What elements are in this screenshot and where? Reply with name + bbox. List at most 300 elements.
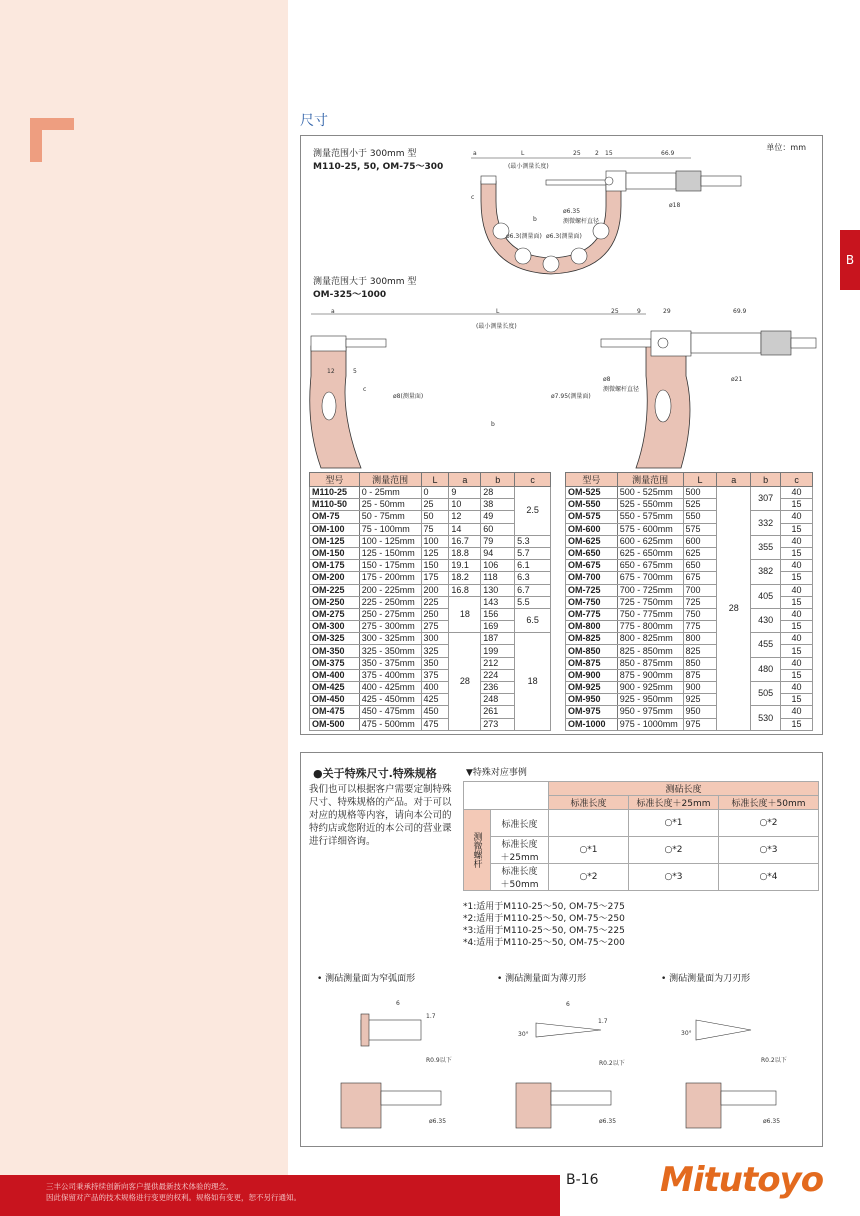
cell-model: OM-900 xyxy=(566,669,618,681)
narrow-dim-r: R0.9以下 xyxy=(426,1057,452,1064)
small-micrometer-drawing xyxy=(451,146,751,281)
cell-range: 725 - 750mm xyxy=(617,596,683,608)
cell-c: 15 xyxy=(781,523,813,535)
cell-b: 212 xyxy=(481,657,515,669)
note-4: *4:适用于M110-25～50, OM-75～200 xyxy=(463,938,625,948)
table-row xyxy=(310,547,551,559)
cell-b-merged: 355 xyxy=(751,535,781,559)
cell-range: 550 - 575mm xyxy=(617,511,683,523)
knife-dim-deg: 30° xyxy=(681,1030,692,1037)
cell-L: 975 xyxy=(683,718,717,730)
case-cell: ○*2 xyxy=(629,837,719,864)
cell-a: 19.1 xyxy=(449,560,481,572)
cell-L: 825 xyxy=(683,645,717,657)
col-header-a: a xyxy=(449,473,481,487)
cell-range: 750 - 775mm xyxy=(617,608,683,620)
case-cell: ○*1 xyxy=(549,837,629,864)
cell-c-merged: 18 xyxy=(515,633,551,731)
cell-model: OM-575 xyxy=(566,511,618,523)
cell-range: 400 - 425mm xyxy=(359,682,421,694)
large-dim-25: 25 xyxy=(611,308,619,315)
small-dim-a: a xyxy=(473,150,477,157)
cell-model: OM-875 xyxy=(566,657,618,669)
small-dim-spindle: 测微螺杆直径 xyxy=(563,218,600,225)
cell-model: OM-600 xyxy=(566,523,618,535)
thin-dim-deg: 30° xyxy=(518,1031,529,1038)
table-row xyxy=(310,633,551,645)
cell-c: 15 xyxy=(781,547,813,559)
cell-model: OM-450 xyxy=(310,694,360,706)
cell-c-merged: 6.5 xyxy=(515,608,551,632)
cell-a: 18.8 xyxy=(449,547,481,559)
cell-model: OM-250 xyxy=(310,596,360,608)
large-dim-b: b xyxy=(491,421,495,428)
note-3: *3:适用于M110-25～50, OM-75～225 xyxy=(463,926,625,936)
case-notes xyxy=(463,901,625,949)
cell-range: 25 - 50mm xyxy=(359,499,421,511)
cell-b: 169 xyxy=(481,621,515,633)
case-row-group: 测微螺杆 xyxy=(464,810,491,891)
mitutoyo-logo: Mitutoyo xyxy=(660,1160,824,1200)
left-decor-band xyxy=(0,0,288,1175)
cell-model: OM-775 xyxy=(566,608,618,620)
cell-b: 106 xyxy=(481,560,515,572)
cell-range: 500 - 525mm xyxy=(617,487,683,499)
cell-range: 150 - 175mm xyxy=(359,560,421,572)
cell-model: OM-675 xyxy=(566,560,618,572)
cell-model: OM-175 xyxy=(310,560,360,572)
cell-b-merged: 530 xyxy=(751,706,781,730)
small-dim-phi63a: ø6.3(测量面) xyxy=(506,233,542,240)
cell-L: 925 xyxy=(683,694,717,706)
case-anvil-len: 测砧长度 xyxy=(549,782,819,796)
cell-model: OM-425 xyxy=(310,682,360,694)
note-2: *2:适用于M110-25～50, OM-75～250 xyxy=(463,914,625,924)
cell-model: OM-325 xyxy=(310,633,360,645)
knife-dim-r: R0.2以下 xyxy=(761,1057,787,1064)
table-row xyxy=(310,718,551,730)
cell-c: 5.7 xyxy=(515,547,551,559)
cell-L: 500 xyxy=(683,487,717,499)
table-row xyxy=(566,682,813,694)
table-row xyxy=(310,645,551,657)
table-row xyxy=(566,487,813,499)
narrow-dim-17: 1.7 xyxy=(426,1013,436,1020)
cell-model: OM-200 xyxy=(310,572,360,584)
narrow-dim-6: 6 xyxy=(396,1000,400,1007)
cell-L: 425 xyxy=(421,694,449,706)
cell-model: OM-650 xyxy=(566,547,618,559)
cell-range: 900 - 925mm xyxy=(617,682,683,694)
cell-range: 650 - 675mm xyxy=(617,560,683,572)
cell-L: 150 xyxy=(421,560,449,572)
cell-c: 15 xyxy=(781,669,813,681)
cell-range: 625 - 650mm xyxy=(617,547,683,559)
table-row xyxy=(566,511,813,523)
small-dim-b: b xyxy=(533,216,537,223)
case-row-label: 标准长度 xyxy=(491,810,549,837)
cell-c: 15 xyxy=(781,596,813,608)
cell-a: 14 xyxy=(449,523,481,535)
thin-dim-phi: ø6.35 xyxy=(599,1118,617,1125)
cell-L: 325 xyxy=(421,645,449,657)
page-number: B-16 xyxy=(566,1172,599,1188)
col-header-range: 测量范围 xyxy=(359,473,421,487)
col-header-model: 型号 xyxy=(566,473,618,487)
anvil-type-narrow-title: • 测砧测量面为窄弧面形 xyxy=(317,974,416,984)
narrow-dim-phi: ø6.35 xyxy=(429,1118,447,1125)
large-dim-699: 69.9 xyxy=(733,308,747,315)
cell-c: 40 xyxy=(781,633,813,645)
section-title: 尺寸 xyxy=(300,113,328,129)
cell-range: 775 - 800mm xyxy=(617,621,683,633)
corner-mark xyxy=(30,118,74,162)
cell-model: OM-850 xyxy=(566,645,618,657)
case-cell: ○*2 xyxy=(549,864,629,891)
cell-model: OM-225 xyxy=(310,584,360,596)
case-row xyxy=(464,864,819,891)
table-row xyxy=(310,657,551,669)
cell-b: 94 xyxy=(481,547,515,559)
cell-range: 975 - 1000mm xyxy=(617,718,683,730)
cell-b: 49 xyxy=(481,511,515,523)
cell-L: 650 xyxy=(683,560,717,572)
cell-b-merged: 405 xyxy=(751,584,781,608)
large-dim-min-len: (最小测量长度) xyxy=(476,323,517,330)
cell-b: 60 xyxy=(481,523,515,535)
footer-bar xyxy=(0,1175,560,1216)
cell-range: 800 - 825mm xyxy=(617,633,683,645)
cell-model: OM-500 xyxy=(310,718,360,730)
cell-L: 700 xyxy=(683,584,717,596)
cell-b: 156 xyxy=(481,608,515,620)
cell-model: OM-925 xyxy=(566,682,618,694)
cell-model: M110-25 xyxy=(310,487,360,499)
cell-model: OM-625 xyxy=(566,535,618,547)
cell-a: 10 xyxy=(449,499,481,511)
cell-range: 300 - 325mm xyxy=(359,633,421,645)
cell-range: 350 - 375mm xyxy=(359,657,421,669)
table-row xyxy=(566,535,813,547)
cell-range: 250 - 275mm xyxy=(359,608,421,620)
cell-b: 236 xyxy=(481,682,515,694)
cell-b: 143 xyxy=(481,596,515,608)
table-row xyxy=(310,596,551,608)
special-title: ●关于特殊尺寸.特殊规格 xyxy=(313,767,437,780)
case-header-row xyxy=(464,782,819,796)
cell-range: 950 - 975mm xyxy=(617,706,683,718)
small-dim-c: c xyxy=(471,194,475,201)
thin-dim-r: R0.2以下 xyxy=(599,1060,625,1067)
cell-c: 40 xyxy=(781,560,813,572)
cell-model: OM-700 xyxy=(566,572,618,584)
cell-model: OM-800 xyxy=(566,621,618,633)
cell-range: 125 - 150mm xyxy=(359,547,421,559)
case-cell: ○*1 xyxy=(629,810,719,837)
cell-b: 199 xyxy=(481,645,515,657)
cell-range: 375 - 400mm xyxy=(359,669,421,681)
case-cell: ○*4 xyxy=(719,864,819,891)
cell-model: OM-350 xyxy=(310,645,360,657)
cell-L: 225 xyxy=(421,596,449,608)
small-dim-phi18: ø18 xyxy=(669,202,681,209)
table-row xyxy=(310,706,551,718)
cell-model: OM-125 xyxy=(310,535,360,547)
cell-b: 38 xyxy=(481,499,515,511)
cell-L: 400 xyxy=(421,682,449,694)
cell-L: 550 xyxy=(683,511,717,523)
cell-range: 925 - 950mm xyxy=(617,694,683,706)
knife-dim-phi: ø6.35 xyxy=(763,1118,781,1125)
cell-c: 15 xyxy=(781,621,813,633)
table-row xyxy=(566,584,813,596)
cell-range: 200 - 225mm xyxy=(359,584,421,596)
cell-model: OM-375 xyxy=(310,657,360,669)
table-row xyxy=(566,608,813,620)
cell-c: 40 xyxy=(781,682,813,694)
cell-b-merged: 455 xyxy=(751,633,781,657)
cell-model: OM-275 xyxy=(310,608,360,620)
cell-L: 750 xyxy=(683,608,717,620)
cell-range: 575 - 600mm xyxy=(617,523,683,535)
case-col-50: 标准长度＋50mm xyxy=(719,796,819,810)
cell-model: OM-825 xyxy=(566,633,618,645)
cell-c: 40 xyxy=(781,511,813,523)
table-row xyxy=(310,499,551,511)
cell-L: 125 xyxy=(421,547,449,559)
cell-model: OM-150 xyxy=(310,547,360,559)
large-dim-c: c xyxy=(363,386,367,393)
cell-L: 625 xyxy=(683,547,717,559)
case-row-label: 标准长度 ＋50mm xyxy=(491,864,549,891)
large-type-models: OM-325～1000 xyxy=(313,290,387,300)
cell-range: 525 - 550mm xyxy=(617,499,683,511)
table-row xyxy=(310,694,551,706)
cell-range: 100 - 125mm xyxy=(359,535,421,547)
case-cell: ○*3 xyxy=(629,864,719,891)
cell-L: 525 xyxy=(683,499,717,511)
cell-b: 28 xyxy=(481,487,515,499)
cell-range: 50 - 75mm xyxy=(359,511,421,523)
cell-b: 224 xyxy=(481,669,515,681)
case-row xyxy=(464,837,819,864)
cell-L: 200 xyxy=(421,584,449,596)
cell-L: 675 xyxy=(683,572,717,584)
cell-range: 0 - 25mm xyxy=(359,487,421,499)
cell-range: 600 - 625mm xyxy=(617,535,683,547)
cell-b-merged: 505 xyxy=(751,682,781,706)
table-row xyxy=(310,487,551,499)
case-col-25: 标准长度＋25mm xyxy=(629,796,719,810)
large-dim-29: 29 xyxy=(663,308,671,315)
cell-c: 40 xyxy=(781,487,813,499)
case-cell: ○*2 xyxy=(719,810,819,837)
cell-b: 248 xyxy=(481,694,515,706)
large-type-heading: 测量范围大于 300mm 型 xyxy=(313,277,417,287)
cell-c: 6.3 xyxy=(515,572,551,584)
cell-b-merged: 430 xyxy=(751,608,781,632)
cell-L: 350 xyxy=(421,657,449,669)
cell-L: 900 xyxy=(683,682,717,694)
cell-range: 75 - 100mm xyxy=(359,523,421,535)
anvil-type-knife-title: • 测砧测量面为刀刃形 xyxy=(661,974,751,984)
thin-dim-6: 6 xyxy=(566,1001,570,1008)
cell-L: 575 xyxy=(683,523,717,535)
large-dim-phi21: ø21 xyxy=(731,376,743,383)
cell-L: 725 xyxy=(683,596,717,608)
cell-c: 5.3 xyxy=(515,535,551,547)
cell-b: 130 xyxy=(481,584,515,596)
cell-c: 15 xyxy=(781,718,813,730)
case-title: ▼特殊对应事例 xyxy=(466,768,527,778)
large-dim-5: 5 xyxy=(353,368,357,375)
small-dim-phi63b: ø6.3(测量面) xyxy=(546,233,582,240)
cell-L: 775 xyxy=(683,621,717,633)
cell-a-merged: 28 xyxy=(449,633,481,731)
cell-model: OM-550 xyxy=(566,499,618,511)
large-dim-9: 9 xyxy=(637,308,641,315)
cell-model: OM-100 xyxy=(310,523,360,535)
large-dim-12: 12 xyxy=(327,368,335,375)
cell-L: 850 xyxy=(683,657,717,669)
special-body: 我们也可以根据客户需要定制特殊尺寸、特殊规格的产品。对于可以对应的规格等内容，请向本公司的特约店或您附近的本公司的营业课进行详细咨询。 xyxy=(309,784,452,847)
cell-a: 16.7 xyxy=(449,535,481,547)
cell-c: 15 xyxy=(781,499,813,511)
footer-disclaimer xyxy=(46,1181,301,1203)
cell-range: 425 - 450mm xyxy=(359,694,421,706)
cell-range: 325 - 350mm xyxy=(359,645,421,657)
col-header-c: c xyxy=(781,473,813,487)
spec-table-right xyxy=(565,472,813,731)
col-header-b: b xyxy=(481,473,515,487)
unit-label: 单位：mm xyxy=(766,143,806,152)
cell-range: 275 - 300mm xyxy=(359,621,421,633)
cell-a: 16.8 xyxy=(449,584,481,596)
cell-L: 25 xyxy=(421,499,449,511)
col-header-L: L xyxy=(683,473,717,487)
table-row xyxy=(310,669,551,681)
small-dim-phi635: ø6.35 xyxy=(563,208,581,215)
cell-model: OM-475 xyxy=(310,706,360,718)
cell-L: 275 xyxy=(421,621,449,633)
cell-model: OM-300 xyxy=(310,621,360,633)
col-header-b: b xyxy=(751,473,781,487)
cell-L: 0 xyxy=(421,487,449,499)
cell-b: 187 xyxy=(481,633,515,645)
cell-c: 40 xyxy=(781,535,813,547)
cell-b-merged: 382 xyxy=(751,560,781,584)
table-row xyxy=(310,523,551,535)
cell-c-merged: 2.5 xyxy=(515,487,551,536)
table-row xyxy=(310,511,551,523)
cell-L: 375 xyxy=(421,669,449,681)
cell-range: 700 - 725mm xyxy=(617,584,683,596)
small-type-heading: 测量范围小于 300mm 型 xyxy=(313,149,417,159)
large-dim-L: L xyxy=(496,308,500,315)
col-header-c: c xyxy=(515,473,551,487)
table-header-row xyxy=(566,473,813,487)
col-header-a: a xyxy=(717,473,751,487)
table-row xyxy=(310,621,551,633)
cell-range: 225 - 250mm xyxy=(359,596,421,608)
cell-model: OM-950 xyxy=(566,694,618,706)
cell-c: 15 xyxy=(781,694,813,706)
cell-b: 79 xyxy=(481,535,515,547)
cell-range: 450 - 475mm xyxy=(359,706,421,718)
cell-b: 273 xyxy=(481,718,515,730)
cell-c: 6.7 xyxy=(515,584,551,596)
table-row xyxy=(566,560,813,572)
cell-a: 9 xyxy=(449,487,481,499)
col-header-range: 测量范围 xyxy=(617,473,683,487)
large-dim-spindle: 测微螺杆直径 xyxy=(603,386,640,393)
cell-b-merged: 332 xyxy=(751,511,781,535)
cell-b-merged: 307 xyxy=(751,487,781,511)
cell-model: OM-1000 xyxy=(566,718,618,730)
cell-c: 40 xyxy=(781,584,813,596)
table-header-row xyxy=(310,473,551,487)
cell-c: 15 xyxy=(781,645,813,657)
cell-model: OM-975 xyxy=(566,706,618,718)
cell-model: OM-725 xyxy=(566,584,618,596)
special-specs-panel xyxy=(300,752,823,1147)
table-row xyxy=(566,633,813,645)
small-type-models: M110-25, 50, OM-75～300 xyxy=(313,162,444,172)
cell-model: OM-75 xyxy=(310,511,360,523)
cell-b-merged: 480 xyxy=(751,657,781,681)
cell-L: 450 xyxy=(421,706,449,718)
table-row xyxy=(310,682,551,694)
cell-range: 675 - 700mm xyxy=(617,572,683,584)
cell-c: 6.1 xyxy=(515,560,551,572)
cell-range: 175 - 200mm xyxy=(359,572,421,584)
cell-L: 875 xyxy=(683,669,717,681)
cell-L: 100 xyxy=(421,535,449,547)
cell-L: 175 xyxy=(421,572,449,584)
cell-L: 300 xyxy=(421,633,449,645)
cell-L: 75 xyxy=(421,523,449,535)
cell-b: 261 xyxy=(481,706,515,718)
large-dim-phi8m: ø8(测量面) xyxy=(393,393,424,400)
cell-model: OM-525 xyxy=(566,487,618,499)
large-dim-a: a xyxy=(331,308,335,315)
case-corner-cell xyxy=(464,782,549,810)
cell-L: 475 xyxy=(421,718,449,730)
small-dim-669: 66.9 xyxy=(661,150,675,157)
cell-a: 18.2 xyxy=(449,572,481,584)
side-tab-b[interactable]: B xyxy=(840,230,860,290)
cell-range: 850 - 875mm xyxy=(617,657,683,669)
cell-c: 40 xyxy=(781,608,813,620)
cell-model: OM-750 xyxy=(566,596,618,608)
cell-model: M110-50 xyxy=(310,499,360,511)
cell-a-merged: 28 xyxy=(717,487,751,731)
cell-range: 825 - 850mm xyxy=(617,645,683,657)
thin-dim-17: 1.7 xyxy=(598,1018,608,1025)
cell-L: 250 xyxy=(421,608,449,620)
cell-c: 5.5 xyxy=(515,596,551,608)
large-dim-phi795: ø7.95(测量面) xyxy=(551,393,591,400)
small-dim-25: 25 xyxy=(573,150,581,157)
small-dim-2: 2 xyxy=(595,150,599,157)
table-row xyxy=(310,535,551,547)
cell-L: 950 xyxy=(683,706,717,718)
case-table xyxy=(463,781,819,891)
cell-L: 800 xyxy=(683,633,717,645)
note-1: *1:适用于M110-25～50, OM-75～275 xyxy=(463,902,625,912)
anvil-shapes-drawing xyxy=(321,988,821,1138)
footer-line-1: 三丰公司秉承持续创新向客户提供最新技术体验的理念, xyxy=(46,1182,229,1191)
